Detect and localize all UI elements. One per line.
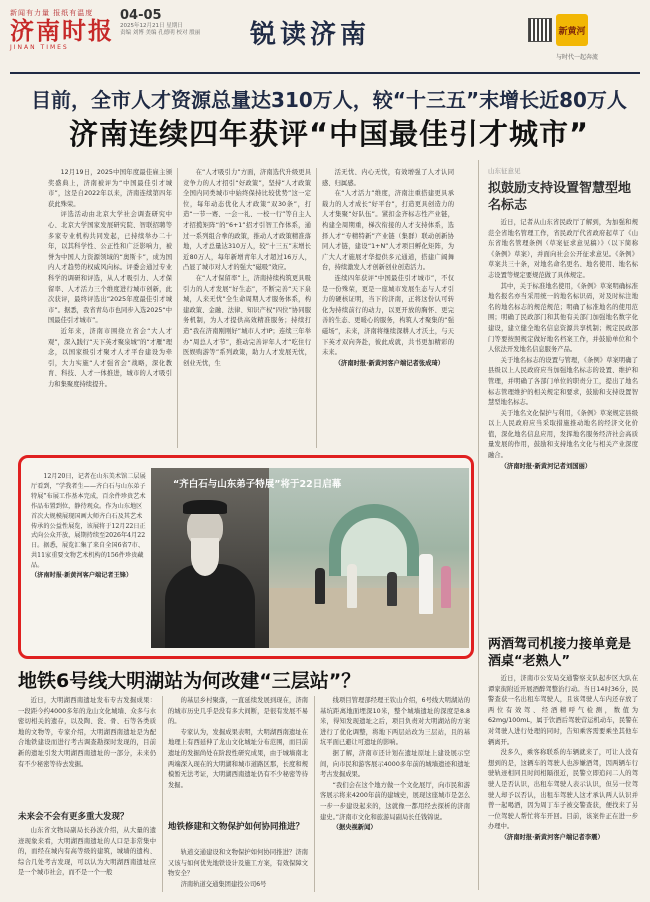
paragraph: 的基层乡村聚落，一直延续发展到现在，济南的城市历史几乎是没有多大间断，是很有发展不易的。 <box>168 697 308 726</box>
lower-column-1 <box>18 696 156 810</box>
paragraph: 轨道交通建设和文物保护如何协同推进？济南又该与如何优先地铁设计及施工方案，有效保障文物安全？ <box>168 849 308 878</box>
paragraph: 在“人才保留率”上，济南持续构筑更具吸引力的人才发展“好生态”，不断完善“天下泉城，人来无忧”全生命周期人才服务体系，构建政策、金融、法律、知识产权“四位”协同服务机制，为人才提供高效精准服务；持续打造“我在济南刚刚好”城市人才IP；连续三年举办“周总人才节”，推动完善评年人才“吃住行医娱购游等”系列政策，助力人才发展无忧，创业无忧，生 <box>183 274 311 367</box>
date-line: 2025年12月21日 星期日 <box>120 23 183 29</box>
visitor-figure <box>315 568 325 604</box>
lower-column-2b <box>168 848 308 896</box>
lead-subhead: 目前，全市人才资源总量达310万人，较“十三五”末增长近80万人 <box>31 88 627 112</box>
lead-column-2 <box>183 168 311 448</box>
exhibition-photo <box>151 468 469 648</box>
qr-code-icon <box>528 18 552 42</box>
brand-tagline: 与时代一起奔流 <box>556 54 599 61</box>
subsection-heading: 未来会不会有更多重大发现？ <box>18 812 129 822</box>
gallery-scene <box>269 468 469 648</box>
date-box <box>120 8 230 37</box>
gallery-floor <box>269 588 469 648</box>
right-kicker: 山东征意见 <box>488 167 521 175</box>
paragraph: 关于地名文化保护与利用，《条例》草案规定县级以上人民政府应当采取措施推动地名的经济文化价值，深化地名信息应用，发挥地名服务经济社会高质量发展的作用，鼓励和支持地名文化与相关产业深度融合。 <box>488 409 638 460</box>
paragraph: 专家认为，发掘成果表明，大明湖西南遗址在地理上有西延伸了龙山文化城址分布范围，而目前遗址的发掘尚处在阶段性研究成果，由于城墙南北两端深入现在的大明湖和城市道路区那，长度和规模暂无法考证，大明湖西南遗址仍有不少秘密等待发掘。 <box>168 728 308 789</box>
paragraph: 其中，关于标准地名使用，《条例》草案明确标准地名报名亦当采用统一的地名标识码，对及时标注地名的地名标志的规范规范；明确了标准地名的使用范围；明确了民政部门和其他有关部门加强地名数字化建设，建立健全地名信息资源共享机制；规定民政部门等要按照规定做好地名档案工作，并鼓励单位和个人依法开发地名信息服务产品。 <box>488 282 638 354</box>
paragraph: 据了解，济南市还计划在遗址原址上建设展示空间，向市民和游客展示4000多年前的城墙遗迹和遗址考古发掘成果。 <box>320 749 470 779</box>
divider <box>162 696 163 892</box>
right-headline-2: 两酒驾司机接力接单竟是酒桌“老熟人” <box>488 637 632 669</box>
page-code: 04-05 <box>120 8 162 23</box>
paragraph: 在“人才活力”维度，济南注重搭建更具承载力的人才成长“好平台”，打造更具创造力的人才集聚“好队伍”。紧扣金齐标志性产业链，构建全周期重，梯次衔接的人才支持体系，选择人才“专精特新”产业链（集群）联动创新协同人才链，建设“1+N”人才项目孵化矩阵，为广大人才施展才华提供多元通道，搭建广阔舞台，持续激发人才创新创业创造活力。 <box>322 190 454 272</box>
paragraph: 线项目管理部经理王钦山介绍，6号线大明湖站的基坑距离地面埋深10米，整个城墙遗址的深度是8.8米，得知发现遗址之后，项目负责对大明湖站的方案进行了优化调整，将地下两层站改为三层站，且的基坑平面已避让可遗址的影响。 <box>320 697 470 747</box>
portrait-coat <box>165 564 255 648</box>
portrait-beard <box>191 538 219 576</box>
header-rule <box>10 72 640 74</box>
visitor-figure <box>419 554 433 614</box>
feature-text <box>31 472 147 581</box>
feature-paragraph: 12月20日，记者在山东美术馆二层展厅看到，“学我者生——齐白石与山东弟子特展”布展工作基本完成，百余件珍贵艺术作品布置到位，静待观众。作为山东地区首次大规模展现国画大师齐白石及其艺术传承的公益性展览，该展将于12月22日正式向公众开放，展期持续至2026年4月22日。据悉，展览汇集了来自全国6省7市、共11家重要文物艺术机构的156件珍贵藏品。 <box>31 473 146 570</box>
byline: （据央视新闻） <box>332 824 377 832</box>
paragraph: 近年来，济南市围绕立省会“大人才观”，深入践行“天下英才聚泉城”的“才雁”理念，以国家级引才聚才人才平台建设为牵引，大力实施“人才强省会”战略，深化教育、科技、人才一体推进，城市的人才吸引力和集聚度持续提升。 <box>48 327 172 388</box>
paragraph: 近日，记者从山东省民政厅了解到，为加强和规范全省地名管理工作，省民政厅代省政府起草了《山东省地名管理条例（草案征求意见稿）》（以下简称《条例》草案），并面向社会公开征求意见。《条例》草案共三十条，对地名命名更名、地名使用、地名标志设置等规定要规范做了具体规定。 <box>488 219 638 279</box>
visitor-figure <box>387 572 397 606</box>
paragraph: 近日，大明湖西南遗址发布专古发掘成果：一段距今约4000多年的龙山文化城墙、众多与水密切相关的遗存，以及陶、瓷、骨、石等各类质地的文物等，专家介绍，大明湖西南遗址是为配合地铁建设而进行考古调查勘探时发现的，目前新的遗址引发大明湖西南遗址的一部分，未来仍有不少秘密等待去发掘。 <box>18 697 156 768</box>
byline: （济南时报·新黄河记者刘国丽） <box>500 462 592 470</box>
paragraph: 连续四年获评“中国最佳引才城市”，不仅是一份殊荣，更是一座城市发展生态与人才引力的硬核证明，当下的济南，正将这份认可转化为持续前行的动力，以更开放的胸怀、更完善的生态、更暖心的服务，构筑人才聚集的“强磁场”，未来，济南将继续深耕人才沃土，与天下英才双向奔赴，彼此成就，共书更加精彩的未来。 <box>322 274 454 357</box>
paragraph: 济南轨道交通集团建投公司6号 <box>180 880 267 888</box>
feature-box <box>18 455 474 659</box>
divider <box>177 168 178 448</box>
right-column-body <box>488 218 638 628</box>
paragraph: 评选活动由北京大学社会调查研究中心、北京大学国家发展研究院、智联招聘等多家专业机构共同发起，已持续举办二十年，以其科学性、公正性和广泛影响力，被誉为中国人力资源领域的“奥斯卡”，成为国内人才趋势的权威风向标。评委会通过专业科学的调研和评选，从人才吸引力、人才保留率、人才活力三个维度进行城市创新，此次获评，最终评选出“2025年度最佳引才城市”。据悉，我省青岛市也同步入选2025“中国最佳引才城市”。 <box>48 211 172 325</box>
section-title: 锐读济南 <box>250 20 371 50</box>
lower-column-2 <box>168 696 308 816</box>
portrait-panel <box>151 468 269 648</box>
lower-column-3 <box>320 696 470 896</box>
brand-logo <box>556 14 636 61</box>
slogan: 新闻有力量 报纸有温度 <box>10 9 94 17</box>
lead-column-1 <box>48 168 172 448</box>
feature-byline: （济南时报·新黄河客户端记者王锋） <box>31 572 133 580</box>
byline: （济南时报·新黄河客户端记者张成琦） <box>334 359 445 367</box>
right-column-body-2 <box>488 674 638 896</box>
divider <box>316 168 317 448</box>
newspaper-logo: 济南时报 <box>10 16 114 45</box>
paragraph: 活无忧、内心无忧，有效增强了人才认同感、归属感。 <box>322 169 454 187</box>
visitor-figure <box>347 564 357 608</box>
brand-mark-icon <box>556 14 588 46</box>
paragraph: 12月19日，2025中国年度最佳雇主颁奖盛典上，济南被评为“中国最佳引才城市”，这是自2022年以来，济南连续第四年获此殊荣。 <box>48 169 172 208</box>
paragraph: 山东省文物局副局长孙波介绍，从大量的遗迹现象来看，大明湖西南遗址的人口是非常集中的，而经在城内有高等级的建筑，城墙的遗构、综合几处考古发现，可以认为大明湖西南遗址应是一个城市社会，而不是一个一般 <box>18 827 156 877</box>
paragraph: “我们会在这个地方做一个文化展厅，向市民和游客展示将来4200年前的建城史，展现这座城市是怎么一步一步建设起来的，这就像一都用经去探析的济南建史。”济南市文化和旅游局副局长任钱锦说。 <box>320 781 470 821</box>
paragraph: 在“人才吸引力”方面，济南选代升级更具竞争力的人才招引“好政策”，坚持“人才政策全国内同类城市中始终保持比较优势”这一定位，每年动态优化人才政策“双30条”，打造“一节一赛、一会一礼、一校一行”等自主人才招揽矩阵“的“6+1”招才引智工作体系，通过一系列组合拳的政策，推动人才政策精准落地，人才总量达310万人，较“十三五”末增长近80万人，每年新增青年人才超过16万人，凸显了城市对人才的强大“磁吸”效应。 <box>183 169 311 272</box>
right-headline: 拟鼓励支持设置智慧型地名标志 <box>488 181 632 213</box>
photo-title: “齐白石与山东弟子特展”将于22日启幕 <box>173 479 342 490</box>
subsection-heading: 地铁修建和文物保护如何协同推进？ <box>168 822 305 832</box>
editor-line: 责编 刘博 美编 孔德明 校对 殷丽 <box>120 30 201 36</box>
paragraph: 没多久，乘客称联系的车辆就来了，可让人没有想到的是，这辆车的驾驶人也涉嫌酒驾，因两辆车行驶轨迹相同且时间相隔很近，民警立即追问二人的驾驶人是否认识，出租车驾驶人表示认识，但另一位驾驶人却予以否认，出租车驾驶人这才承认两人认识并曾一起喝酒，因为周丁车子被交警查获，便找来了另一位驾驶人帮忙将车开回。目前，该案件正在进一步办理中。 <box>488 749 638 831</box>
visitor-figure <box>441 566 451 608</box>
right-column-divider <box>478 160 479 890</box>
portrait-hat <box>183 500 227 514</box>
divider <box>314 696 315 892</box>
brand-mark-text: 新黄河 <box>558 26 586 37</box>
newspaper-logo-en: JINAN TIMES <box>10 44 69 51</box>
byline: （济南时报·新黄河客户端记者李震） <box>500 833 604 841</box>
paragraph: 近日，济南市公安局交通警察支队起步区大队在谭家街附近开展酒醉驾整治行动。当日14时36分，民警查获一名出租车驾驶人，且该驾驶人车内还存放了两位有效驾、经酒精呼气检测，数值为62mg/100mL，属于饮酒后驾驶营运机动车，民警在对驾驶人进行处理的同时，告知乘客需要乘坐其他车辆离开。 <box>488 675 638 746</box>
lead-headline: 济南连续四年获评“中国最佳引才城市” <box>68 117 590 151</box>
lead-column-3 <box>322 168 454 448</box>
paragraph: 关于地名标志的设置与管理，《条例》草案明确了县级以上人民政府应当加强地名标志的设置、维护和管理，并明确了各部门单位的职责分工，提出了地名标志管理维护的相关规定和要求，鼓励和支持设置智慧型地名标志。 <box>488 356 638 407</box>
lower-column-1b <box>18 826 156 896</box>
lower-headline: 地铁6号线大明湖站为何改建“三层站”？ <box>18 670 361 692</box>
